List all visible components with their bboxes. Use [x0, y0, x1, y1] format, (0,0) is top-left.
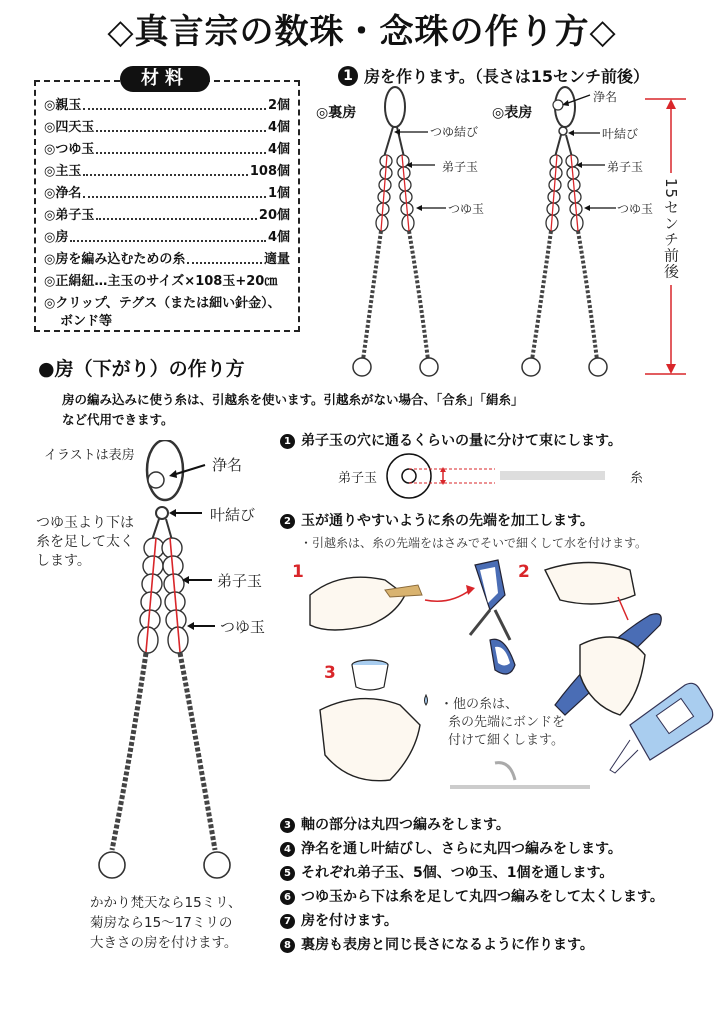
- leader-dots: [96, 140, 266, 154]
- annotation-tsuyu-musubi: つゆ結び: [430, 125, 479, 139]
- material-name: ◎親玉: [44, 98, 82, 113]
- material-row: [44, 118, 290, 138]
- leader-dots: [187, 250, 262, 264]
- section2-intro-cont: など代用できます。: [62, 412, 174, 427]
- bottom-note-line: かかり梵天なら15ミリ、: [90, 895, 242, 911]
- step-number-icon: 5: [280, 866, 295, 881]
- annotation-deshidama: 弟子玉: [217, 572, 263, 590]
- step-text: 玉が通りやすいように糸の先端を加工します。: [301, 513, 594, 529]
- bottom-note-line: 菊房なら15～17ミリの: [90, 915, 233, 931]
- material-row: [44, 96, 290, 116]
- scissors-icon: [470, 560, 515, 674]
- material-qty: 4個: [267, 230, 290, 245]
- hand-icon: [580, 637, 645, 715]
- panel-number: 2: [518, 562, 530, 582]
- thread-label: 糸: [630, 471, 644, 486]
- step-number-icon: 4: [280, 842, 295, 857]
- bottom-note: [90, 893, 242, 953]
- step-number-icon: 1: [280, 434, 295, 449]
- annotation-tsuyudama: つゆ玉: [617, 202, 654, 216]
- material-qty: 4個: [267, 120, 290, 135]
- material-name: ◎主玉: [44, 164, 82, 179]
- step-number-icon: 2: [280, 514, 295, 529]
- step-text: 軸の部分は丸四つ編みをします。: [301, 817, 510, 833]
- step-3: [280, 814, 510, 834]
- material-row: [44, 228, 290, 248]
- step-text: つゆ玉から下は糸を足して丸四つ編みをして太くします。: [301, 889, 664, 905]
- material-row: [44, 162, 290, 182]
- bottom-note-line: 大きさの房を付けます。: [90, 935, 238, 951]
- omote-label: ◎表房: [492, 105, 533, 121]
- step-1: [280, 430, 622, 450]
- section2-heading: ●房（下がり）の作り方: [38, 358, 245, 380]
- hand-icon: [545, 563, 635, 605]
- section1-heading-text: 房を作ります。（長さは15センチ前後）: [364, 67, 649, 86]
- ura-label: ◎裏房: [316, 105, 357, 121]
- step-6: [280, 886, 664, 906]
- step-4: [280, 838, 622, 858]
- material-name: ◎弟子玉: [44, 208, 95, 223]
- step-text: 浄名を通し叶結びし、さらに丸四つ編みをします。: [301, 841, 622, 857]
- leader-dots: [96, 118, 266, 132]
- section2-intro: 房の編み込みに使う糸は、引越糸を使います。引越糸がない場合、「合糸」「絹糸」: [62, 392, 524, 407]
- material-row: [44, 250, 290, 270]
- material-qty: 1個: [267, 186, 290, 201]
- material-qty: 2個: [267, 98, 290, 113]
- glue-note-line: ・他の糸は、: [440, 697, 519, 712]
- step-text: 裏房も表房と同じ長さになるように作ります。: [301, 937, 594, 953]
- bead-thread-diagram-icon: [385, 452, 615, 502]
- water-cup-icon: [352, 660, 388, 690]
- annotation-kano-musubi: 叶結び: [602, 127, 639, 141]
- step-7: [280, 910, 398, 930]
- annotation-deshidama: 弟子玉: [607, 160, 644, 174]
- step-number-icon: 6: [280, 890, 295, 905]
- materials-heading: 材料: [120, 66, 210, 92]
- step-number-icon: 3: [280, 818, 295, 833]
- annotation-jomyo: 浄名: [212, 456, 243, 474]
- glue-note: [440, 696, 565, 750]
- step-text: それぞれ弟子玉、5個、つゆ玉、1個を通します。: [301, 865, 614, 881]
- glue-note-line: 付けて細くします。: [448, 733, 564, 748]
- material-tools-cont: ボンド等: [60, 314, 113, 329]
- annotation-kano-musubi: 叶結び: [210, 506, 256, 524]
- side-note-line: します。: [36, 553, 91, 569]
- material-cord: ◎正絹紐…主玉のサイズ×108玉+20㎝: [44, 274, 278, 289]
- page-title: ◇真言宗の数珠・念珠の作り方◇: [107, 12, 617, 52]
- material-row: [44, 206, 290, 226]
- material-name: ◎房: [44, 230, 69, 245]
- annotation-tsuyudama: つゆ玉: [448, 202, 485, 216]
- annotation-jomyo: 浄名: [593, 90, 618, 104]
- thread-prep-illustration-icon: [300, 555, 720, 800]
- annotation-deshidama: 弟子玉: [442, 160, 479, 174]
- leader-dots: [70, 228, 266, 242]
- illustration-caption: イラストは表房: [44, 448, 135, 463]
- step-number-icon: 8: [280, 938, 295, 953]
- length-label: 15センチ前後: [662, 178, 680, 280]
- bead-label: 弟子玉: [338, 471, 378, 486]
- leader-dots: [83, 184, 266, 198]
- step2-note: ・引越糸は、糸の先端をはさみでそいで細くして水を付けます。: [300, 536, 648, 550]
- step-text: 弟子玉の穴に通るくらいの量に分けて束にします。: [301, 433, 622, 449]
- hand-icon: [320, 699, 420, 781]
- panel-number: 3: [324, 663, 336, 683]
- material-name: ◎つゆ玉: [44, 142, 95, 157]
- step-5: [280, 862, 613, 882]
- step-number-icon: 7: [280, 914, 295, 929]
- material-name: ◎四天玉: [44, 120, 95, 135]
- leader-dots: [96, 206, 257, 220]
- material-name: ◎浄名: [44, 186, 82, 201]
- section1-heading: [338, 64, 649, 87]
- material-tools: ◎クリップ、テグス（または細い針金）、: [44, 296, 281, 311]
- glue-note-line: 糸の先端にボンドを: [448, 715, 566, 730]
- hand-icon: [310, 577, 405, 630]
- material-qty: 4個: [267, 142, 290, 157]
- material-row: [44, 184, 290, 204]
- step-text: 房を付けます。: [301, 913, 398, 929]
- step-badge: 1: [338, 66, 358, 86]
- leader-dots: [83, 96, 266, 110]
- material-row: [44, 140, 290, 160]
- material-name: ◎房を編み込むための糸: [44, 252, 186, 267]
- side-note-line: 糸を足して太く: [36, 534, 134, 550]
- side-note-line: つゆ玉より下は: [36, 515, 134, 531]
- material-qty: 20個: [258, 208, 290, 223]
- leader-dots: [83, 162, 248, 176]
- step-2: [280, 510, 594, 530]
- material-qty: 適量: [263, 252, 290, 267]
- material-qty: 108個: [249, 164, 290, 179]
- annotation-tsuyudama: つゆ玉: [220, 618, 266, 636]
- step-8: [280, 934, 594, 954]
- panel-number: 1: [292, 562, 304, 582]
